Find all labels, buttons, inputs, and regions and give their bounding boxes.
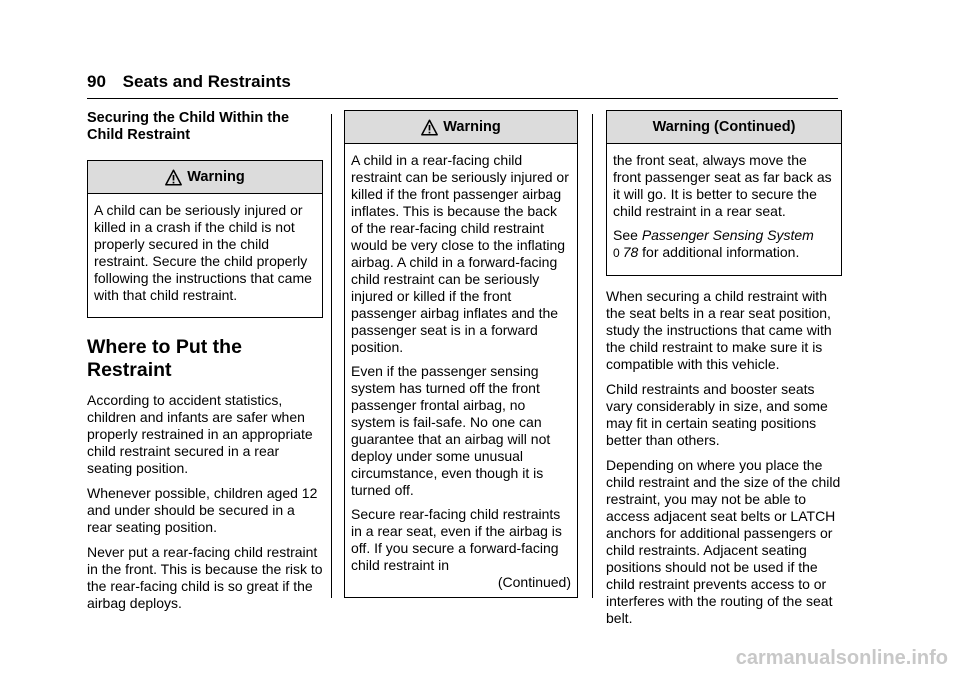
- warning-box: [344, 110, 578, 598]
- subsection-heading: Securing the Child Within the Child Restraint: [87, 110, 290, 143]
- body-paragraph: Child restraints and booster seats vary considerably in size, and some may fit in certain seating positions better than others.: [606, 381, 828, 448]
- warning-triangle-icon: [165, 169, 182, 186]
- see-prefix: See: [613, 227, 642, 243]
- warning-header: [345, 111, 577, 144]
- warning-body: [345, 144, 577, 597]
- cross-reference: [613, 227, 835, 262]
- page-number: 90: [87, 72, 106, 91]
- warning-paragraph: A child in a rear-facing child restraint can be seriously injured or killed if the front passenger airbag inflates. This is because the back of the rear-facing child restraint would be very close to the inflating airbag. A child in a forward-facing child restraint can be seriously injured or killed if the front passenger airbag inflates and the passenger seat is in a forward position.: [351, 152, 569, 355]
- warning-text: A child can be seriously injured or killed in a crash if the child is not properly secured in the child restraint. Secure the child properly following the instructions that came with that child restraint.: [94, 202, 312, 303]
- watermark: carmanualsonline.info: [735, 647, 948, 669]
- body-paragraph: According to accident statistics, children and infants are safer when properly restrained in an appropriate child restraint secured in a rear seating position.: [87, 392, 313, 476]
- column-divider: [592, 114, 593, 598]
- warning-body: [88, 194, 322, 317]
- column-divider: [331, 114, 332, 598]
- warning-body: [607, 144, 841, 275]
- body-paragraph: Whenever possible, children aged 12 and under should be secured in a rear seating position.: [87, 485, 318, 535]
- warning-paragraph: Secure rear-facing child restraints in a rear seat, even if the airbag is off. If you secure a forward-facing child restraint in: [351, 506, 562, 573]
- body-paragraph: When securing a child restraint with the seat belts in a rear seat position, study the instructions that came with the child restraint to make sure it is compatible with this vehicle.: [606, 288, 832, 372]
- warning-paragraph: Even if the passenger sensing system has turned off the front passenger frontal airbag, no system is fail-safe. No one can guarantee that an airbag will not deploy under some unusual circumstance, even though it is turned off.: [351, 363, 551, 498]
- reference-page[interactable]: 78: [622, 244, 639, 260]
- warning-title: Warning (Continued): [652, 118, 796, 135]
- continued-marker: (Continued): [497, 574, 571, 590]
- warning-title: Warning: [443, 118, 501, 135]
- header-divider: [87, 98, 838, 99]
- warning-text: the front seat, always move the front passenger seat as far back as it will go. It is better to secure the child restraint in a rear seat.: [613, 152, 832, 219]
- column-middle: [344, 110, 578, 598]
- warning-title: Warning: [187, 168, 245, 185]
- section-heading: Where to Put the Restraint: [87, 336, 242, 381]
- warning-triangle-icon: [421, 119, 438, 136]
- body-paragraph: Depending on where you place the child restraint and the size of the child restraint, you may not be able to access adjacent seat belts or LATCH anchors for additional passengers or child restraints. Adjacent seating positions should not be used if the child restraint prevents access to or interferes with the routing of the seat belt.: [606, 457, 841, 626]
- section-title: Seats and Restraints: [122, 72, 291, 91]
- reference-suffix: for additional information.: [638, 244, 800, 260]
- warning-header: [607, 111, 841, 144]
- reference-link[interactable]: Passenger Sensing System: [641, 227, 814, 243]
- body-paragraph: Never put a rear-facing child restraint in the front. This is because the risk to the rear-facing child is so great if the airbag deploys.: [87, 544, 323, 611]
- warning-box: [87, 160, 323, 318]
- column-left: [87, 110, 323, 620]
- warning-header: [88, 161, 322, 194]
- warning-box-continued: [606, 110, 842, 276]
- column-right: [606, 110, 842, 635]
- page-header: [87, 72, 291, 92]
- page-reference-icon: 0: [613, 246, 620, 260]
